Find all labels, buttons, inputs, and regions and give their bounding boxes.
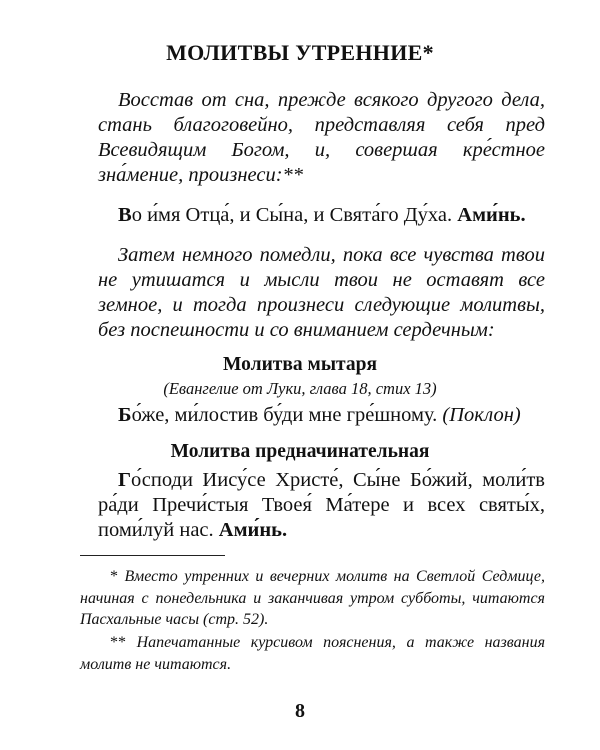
footnote-1 bbox=[80, 566, 545, 631]
page-number: 8 bbox=[295, 700, 305, 722]
footnote-1-mark: * bbox=[110, 568, 118, 585]
invocation-initial: В bbox=[118, 204, 132, 226]
preliminary-prayer bbox=[98, 468, 545, 543]
publican-text: о́же, ми́лостив бу́ди мне гре́шному. bbox=[131, 404, 438, 426]
preliminary-text: о́споди Иису́се Христе́, Сы́не Бо́жий, моли́тв ра́ди Пречи́стыя Твоея́ Ма́тере и всех святы́х, поми́луй нас. bbox=[98, 469, 545, 541]
preliminary-heading: Молитва предначинательная bbox=[170, 441, 430, 462]
publican-note: (Поклон) bbox=[442, 404, 521, 426]
invocation-text: о и́мя Отца́, и Сы́на, и Свята́го Ду́ха. bbox=[131, 204, 453, 226]
footnote-1-text: Вместо утренних и вечерних молитв на Светлой Седмице, начиная с понедельника и заканчивая утром субботы, читаются Пасхальные часы (стр. 52). bbox=[80, 568, 545, 628]
footnote-divider bbox=[80, 555, 225, 556]
publican-initial: Б bbox=[118, 404, 132, 426]
publican-source: (Евангелие от Луки, глава 18, стих 13) bbox=[163, 379, 437, 398]
intro-footnote-mark: ** bbox=[282, 164, 304, 186]
publican-heading: Молитва мытаря bbox=[222, 354, 378, 375]
publican-prayer-line bbox=[118, 403, 548, 428]
preliminary-amen: Ами́нь. bbox=[218, 519, 288, 541]
page-title: МОЛИТВЫ УТРЕННИЕ* bbox=[166, 40, 434, 65]
preliminary-initial: Г bbox=[118, 469, 132, 491]
instruction-paragraph: Затем немного помедли, пока все чувства твои не утишатся и мысли твои не оставят все земное, и тогда произнеси следующие молитвы, без поспешности и со вниманием сердечным: bbox=[98, 244, 545, 341]
footnote-2-text: Напечатанные курсивом пояснения, а также названия молитв не читаются. bbox=[80, 634, 546, 673]
footnote-2-mark: ** bbox=[110, 634, 126, 651]
footnote-2 bbox=[80, 632, 545, 675]
invocation-amen: Ами́нь. bbox=[457, 204, 526, 226]
invocation-line bbox=[118, 203, 548, 228]
intro-paragraph bbox=[98, 88, 545, 188]
intro-text: Восстав от сна, прежде всякого другого дела, стань благоговейно, представляя себя пред Всевидящим Богом, и, совершая кре́стное зна́мение, произнеси: bbox=[98, 89, 545, 186]
